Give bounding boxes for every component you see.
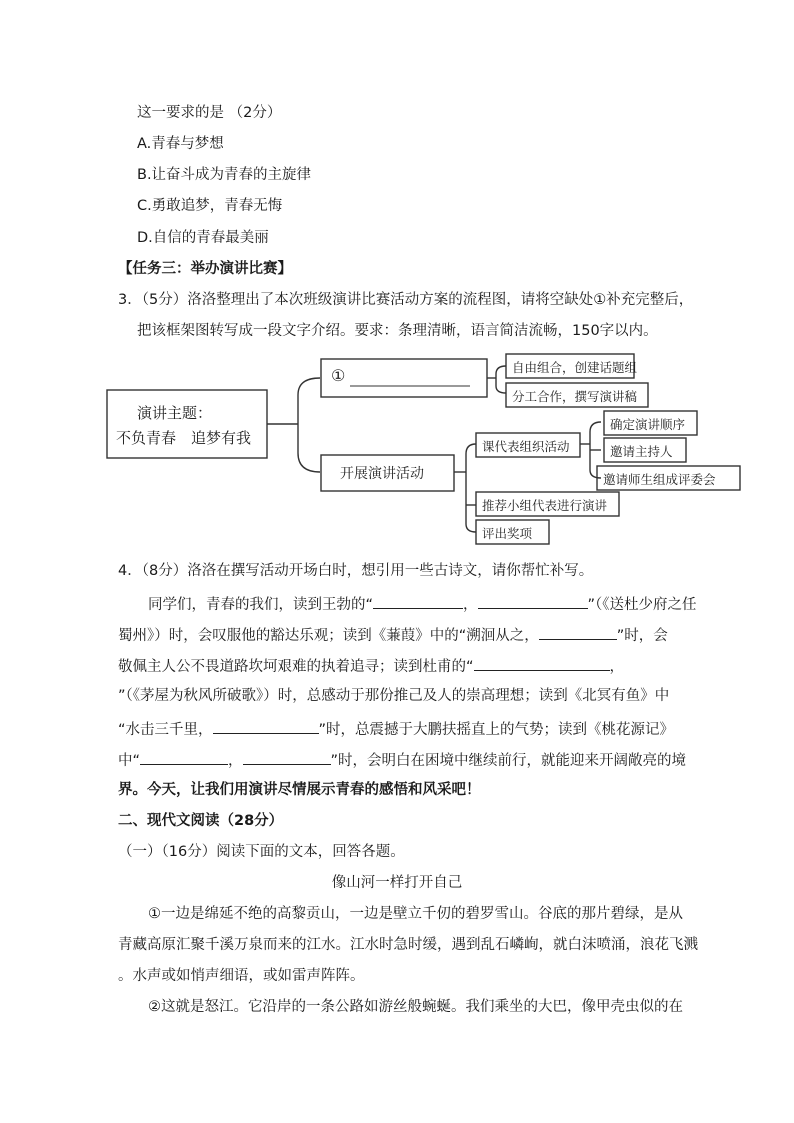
- task3-heading: 【任务三：举办演讲比赛】: [118, 261, 292, 277]
- q4-line2: 同学们，青春的我们，读到王勃的“ ， ”（《送杜少府之任: [148, 593, 697, 615]
- q3-line2: 把该框架图转写成一段文字介绍。要求：条理清晰，语言简洁流畅，150字以内。: [137, 323, 658, 339]
- answer-blank[interactable]: [213, 718, 319, 734]
- q4-line3: 蜀州》）时，会叹服他的豁达乐观；读到《蒹葭》中的“溯洄从之， ”时，会: [118, 624, 668, 646]
- root-topic-label: 演讲主题：: [137, 404, 213, 422]
- option-a: A.青春与梦想: [137, 136, 224, 152]
- passage-p2-line1: ②这就是怒江。它沿岸的一条公路如游丝般蜿蜒。我们乘坐的大巴，像甲壳虫似的在: [148, 999, 683, 1015]
- passage-p1-line3: 。水声或如悄声细语，或如雷声阵阵。: [118, 968, 365, 984]
- answer-blank[interactable]: [474, 655, 610, 671]
- leaf-order: 确定演讲顺序: [610, 417, 686, 432]
- node-awards: 评出奖项: [482, 526, 533, 541]
- node-free-grouping: 自由组合，创建话题组: [512, 360, 638, 375]
- option-c: C.勇敢追梦，青春无悔: [137, 198, 283, 214]
- answer-blank[interactable]: [140, 749, 228, 765]
- q4-line4: 敬佩主人公不畏道路坎坷艰难的执着追寻；读到杜甫的“ ，: [118, 655, 624, 677]
- answer-blank[interactable]: [539, 624, 617, 640]
- answer-blank[interactable]: [243, 749, 331, 765]
- q4-line6: “水击三千里， ”时，总震撼于大鹏扶摇直上的气势；读到《桃花源记》: [118, 718, 674, 740]
- passage-p1-line1: ①一边是绵延不绝的高黎贡山，一边是壁立千仞的碧罗雪山。谷底的那片碧绿，是从: [148, 906, 683, 922]
- q2-stem-tail: 这一要求的是 （2分）: [137, 105, 282, 121]
- q4-line8: 界。今天，让我们用演讲尽情展示青春的感悟和风采吧！: [118, 782, 481, 798]
- q4-line7: 中“ ， ”时，会明白在困境中继续前行，就能迎来开阔敞亮的境: [118, 749, 686, 771]
- node-recommend-speaker: 推荐小组代表进行演讲: [482, 498, 608, 513]
- option-b: B.让奋斗成为青春的主旋律: [137, 167, 312, 183]
- option-d: D.自信的青春最美丽: [137, 230, 269, 246]
- passage-p1-line2: 青藏高原汇聚千溪万泉而来的江水。江水时急时缓，遇到乱石嶙峋，就白沫喷涌，浪花飞溅: [118, 937, 698, 953]
- leaf-judges: 邀请师生组成评委会: [603, 472, 716, 487]
- passage-title: 像山河一样打开自己: [331, 875, 463, 891]
- answer-blank[interactable]: [373, 593, 463, 609]
- q4-line5: ”（《茅屋为秋风所破歌》）时，总感动于那份推己及人的崇高理想；读到《北冥有鱼》中: [118, 688, 670, 704]
- leaf-host: 邀请主持人: [610, 444, 673, 459]
- node-rep-organize: 课代表组织活动: [482, 439, 570, 454]
- q3-line1: 3．（5分）洛洛整理出了本次班级演讲比赛活动方案的流程图，请将空缺处①补充完整后，: [118, 292, 694, 308]
- q4-line1: 4．（8分）洛洛在撰写活动开场白时，想引用一些古诗文，请你帮忙补写。: [118, 563, 594, 579]
- branch-hold-activity: 开展演讲活动: [340, 466, 424, 482]
- section2-heading: 二、现代文阅读（28分）: [118, 813, 284, 829]
- section2-sub: （一）（16分）阅读下面的文本，回答各题。: [118, 844, 405, 860]
- node-write-speech: 分工合作，撰写演讲稿: [512, 389, 638, 404]
- root-topic-value: 不负青春 追梦有我: [116, 429, 252, 447]
- answer-blank[interactable]: [478, 593, 588, 609]
- blank-marker: ①: [331, 366, 346, 385]
